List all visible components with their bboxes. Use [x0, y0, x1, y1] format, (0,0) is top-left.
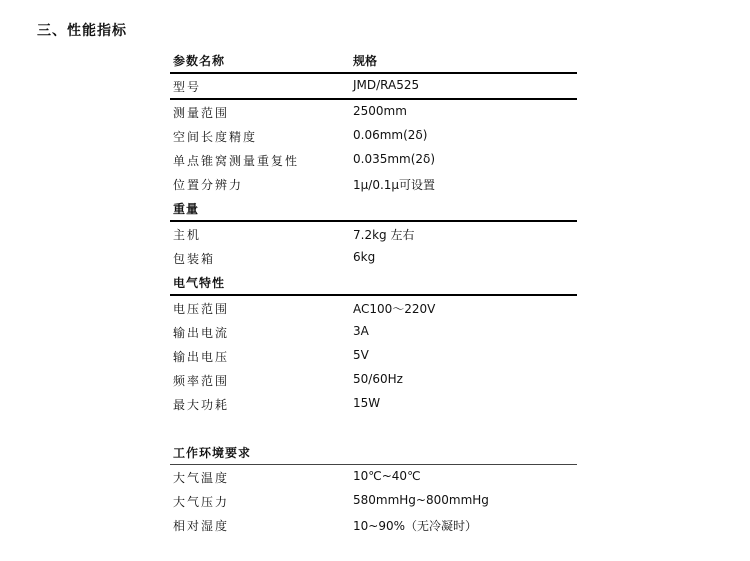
row-label: 频率范围: [173, 374, 230, 388]
group-weight: [170, 196, 577, 222]
row-label: 电压范围: [173, 302, 230, 316]
row-label: 大气压力: [173, 495, 230, 509]
row-label: 主机: [173, 228, 202, 242]
row-label: 测量范围: [173, 106, 230, 120]
table-row: [170, 148, 577, 172]
table-spacer: [170, 416, 577, 440]
row-label: 相对湿度: [173, 519, 230, 533]
header-spec: 规格: [353, 54, 378, 68]
table-row: [170, 320, 577, 344]
row-value: 3A: [353, 324, 369, 338]
row-label: 空间长度精度: [173, 130, 258, 144]
row-label: 单点锥窝测量重复性: [173, 154, 300, 168]
row-value: 580mmHg~800mmHg: [353, 493, 489, 507]
row-value: 15W: [353, 396, 381, 410]
group-environment: [170, 440, 577, 465]
table-row: [170, 513, 577, 537]
row-value: 0.035mm(2δ): [353, 152, 436, 166]
table-row: [170, 246, 577, 270]
group-title: 工作环境要求: [173, 446, 252, 460]
header-param: 参数名称: [173, 54, 226, 68]
table-row: [170, 344, 577, 368]
row-value: AC100～220V: [353, 302, 436, 316]
row-label: 输出电压: [173, 350, 230, 364]
group-electrical: [170, 270, 577, 296]
table-header: [170, 48, 577, 74]
row-value: 6kg: [353, 250, 376, 264]
section-title: 三、性能指标: [37, 23, 127, 39]
table-row-model: [170, 74, 577, 100]
table-row: [170, 100, 577, 124]
spec-table: [170, 48, 577, 537]
table-row: [170, 368, 577, 392]
row-label: 位置分辨力: [173, 178, 244, 192]
table-row: [170, 222, 577, 246]
row-label: 包装箱: [173, 252, 216, 266]
row-value: 10℃~40℃: [353, 469, 421, 483]
row-value: 2500mm: [353, 104, 407, 118]
table-row: [170, 172, 577, 196]
row-value: JMD/RA525: [353, 78, 420, 92]
row-value: 50/60Hz: [353, 372, 403, 386]
row-value: 0.06mm(2δ): [353, 128, 428, 142]
row-label: 大气温度: [173, 471, 230, 485]
row-value: 1μ/0.1μ可设置: [353, 178, 436, 192]
row-value: 7.2kg 左右: [353, 228, 415, 242]
table-row: [170, 124, 577, 148]
row-value: 5V: [353, 348, 369, 362]
row-label: 输出电流: [173, 326, 230, 340]
row-label: 最大功耗: [173, 398, 230, 412]
group-title: 重量: [173, 202, 200, 216]
table-row: [170, 465, 577, 489]
table-row: [170, 296, 577, 320]
row-label: 型号: [173, 80, 202, 94]
row-value: 10~90%（无冷凝时）: [353, 519, 477, 533]
group-title: 电气特性: [173, 276, 226, 290]
table-row: [170, 489, 577, 513]
table-row: [170, 392, 577, 416]
